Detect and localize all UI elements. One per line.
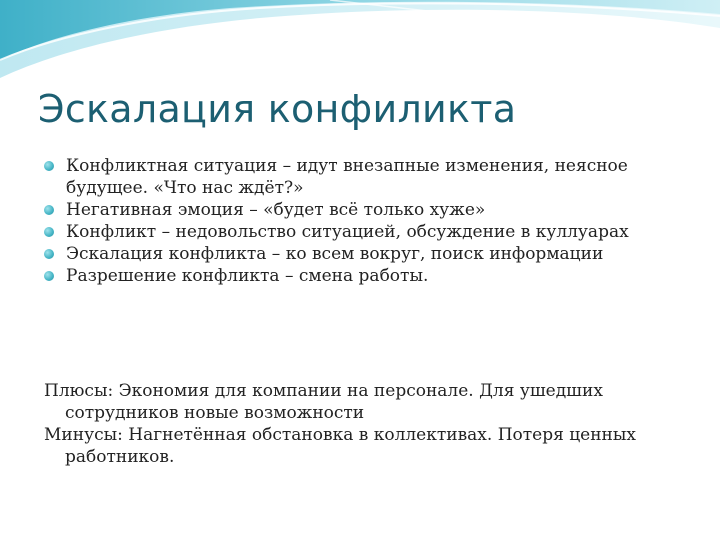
bullet-text: Негативная эмоция – «будет всё только хуже» <box>66 200 486 220</box>
bullet-dot-icon <box>44 249 54 259</box>
bullet-text: Эскалация конфликта – ко всем вокруг, поиск информации <box>66 244 604 264</box>
bullet-text: Разрешение конфликта – смена работы. <box>66 266 429 286</box>
bullet-dot-icon <box>44 271 54 281</box>
bullet-item <box>44 265 684 287</box>
bullet-list <box>44 155 684 287</box>
bullet-dot-icon <box>44 205 54 215</box>
notes-block <box>44 380 694 468</box>
bullet-item <box>44 199 684 221</box>
bullet-item <box>44 243 684 265</box>
bullet-item <box>44 155 684 199</box>
slide-title: Эскалация конфиликта <box>38 87 517 131</box>
header-wave-decoration <box>0 0 720 90</box>
pros-note: Плюсы: Экономия для компании на персонале. Для ушедших сотрудников новые возможности <box>44 381 603 423</box>
cons-note: Минусы: Нагнетённая обстановка в коллективах. Потеря ценных работников. <box>44 425 636 467</box>
bullet-text: Конфликт – недовольство ситуацией, обсуждение в куллуарах <box>66 222 629 242</box>
bullet-item <box>44 221 684 243</box>
bullet-dot-icon <box>44 227 54 237</box>
bullet-dot-icon <box>44 161 54 171</box>
bullet-text: Конфликтная ситуация – идут внезапные изменения, неясное будущее. «Что нас ждёт?» <box>66 156 628 198</box>
